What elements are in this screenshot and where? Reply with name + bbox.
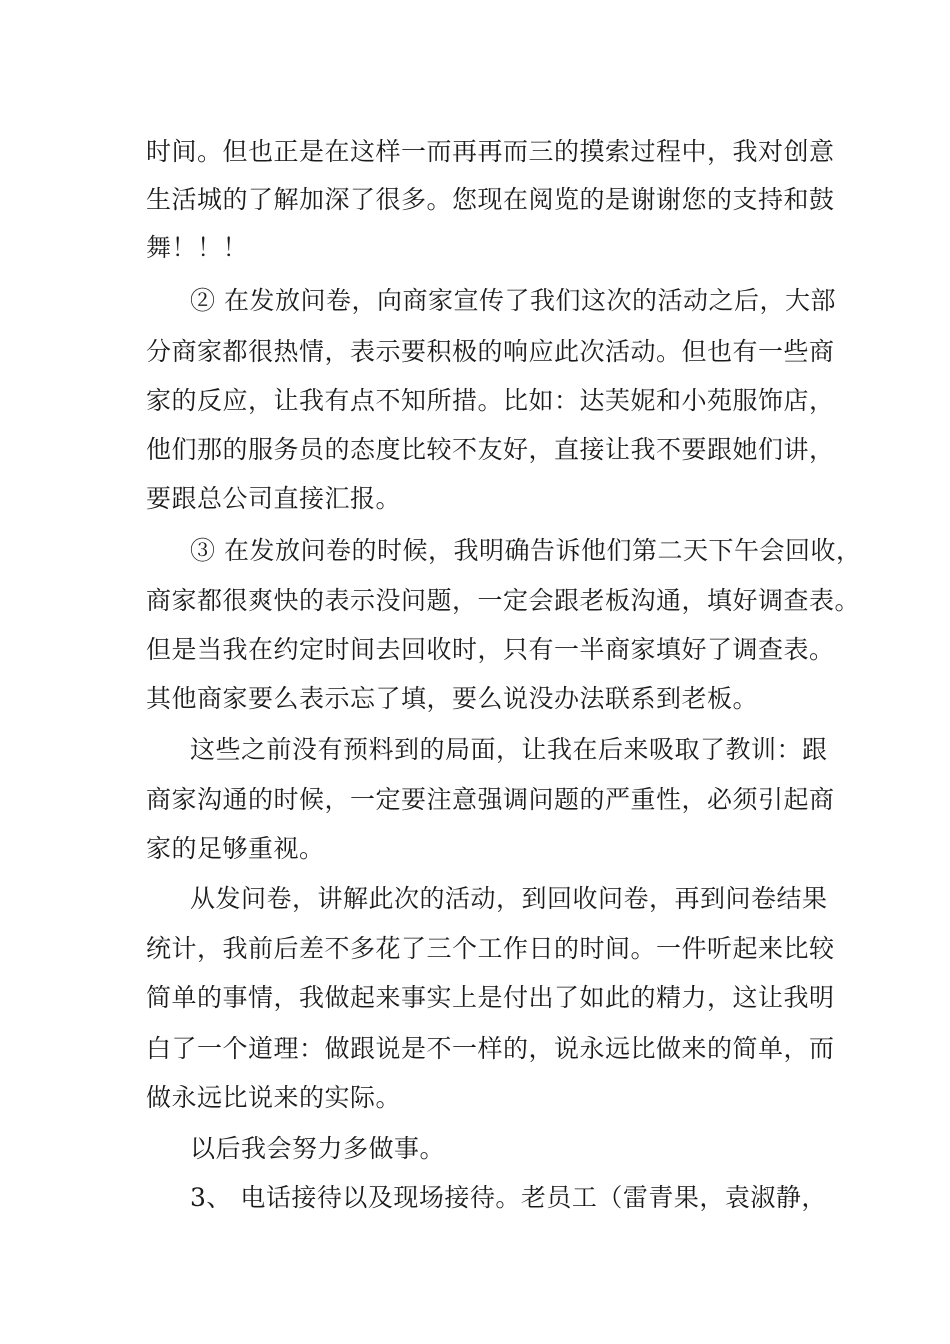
text-line: 简单的事情，我做起来事实上是付出了如此的精力，这让我明: [146, 983, 835, 1012]
text-line: 他们那的服务员的态度比较不友好，直接让我不要跟她们讲，: [146, 435, 835, 464]
text-line: 其他商家要么表示忘了填，要么说没办法联系到老板。: [146, 684, 759, 713]
text-line: 白了一个道理：做跟说是不一样的，说永远比做来的简单，而: [146, 1034, 835, 1063]
text-line: 商家都很爽快的表示没问题，一定会跟老板沟通，填好调查表。: [146, 586, 861, 615]
text-line: 家的反应，让我有点不知所措。比如：达芙妮和小苑服饰店，: [146, 386, 835, 415]
text-line: 生活城的了解加深了很多。您现在阅览的是谢谢您的支持和鼓: [146, 185, 835, 214]
text-line: 时间。但也正是在这样一而再再而三的摸索过程中，我对创意: [146, 137, 835, 166]
text-line: 舞！！！: [146, 233, 249, 262]
text-line: 分商家都很热情，表示要积极的响应此次活动。但也有一些商: [146, 337, 835, 366]
text-line: 但是当我在约定时间去回收时，只有一半商家填好了调查表。: [146, 635, 835, 664]
text-line: 商家沟通的时候，一定要注意强调问题的严重性，必须引起商: [146, 785, 835, 814]
text-line: 从发问卷，讲解此次的活动，到回收问卷，再到问卷结果: [190, 884, 828, 913]
text-line: 以后我会努力多做事。: [190, 1134, 446, 1163]
text-line: 要跟总公司直接汇报。: [146, 484, 402, 513]
text-line: ③ 在发放问卷的时候，我明确告诉他们第二天下午会回收，: [190, 536, 862, 565]
text-line: 3、 电话接待以及现场接待。老员工（雷青果，袁淑静，: [190, 1183, 827, 1212]
text-line: 统计，我前后差不多花了三个工作日的时间。一件听起来比较: [146, 934, 835, 963]
text-line: 做永远比说来的实际。: [146, 1083, 402, 1112]
text-line: ② 在发放问卷，向商家宣传了我们这次的活动之后，大部: [190, 286, 836, 315]
text-line: 家的足够重视。: [146, 834, 325, 863]
text-line: 这些之前没有预料到的局面，让我在后来吸取了教训：跟: [190, 735, 828, 764]
